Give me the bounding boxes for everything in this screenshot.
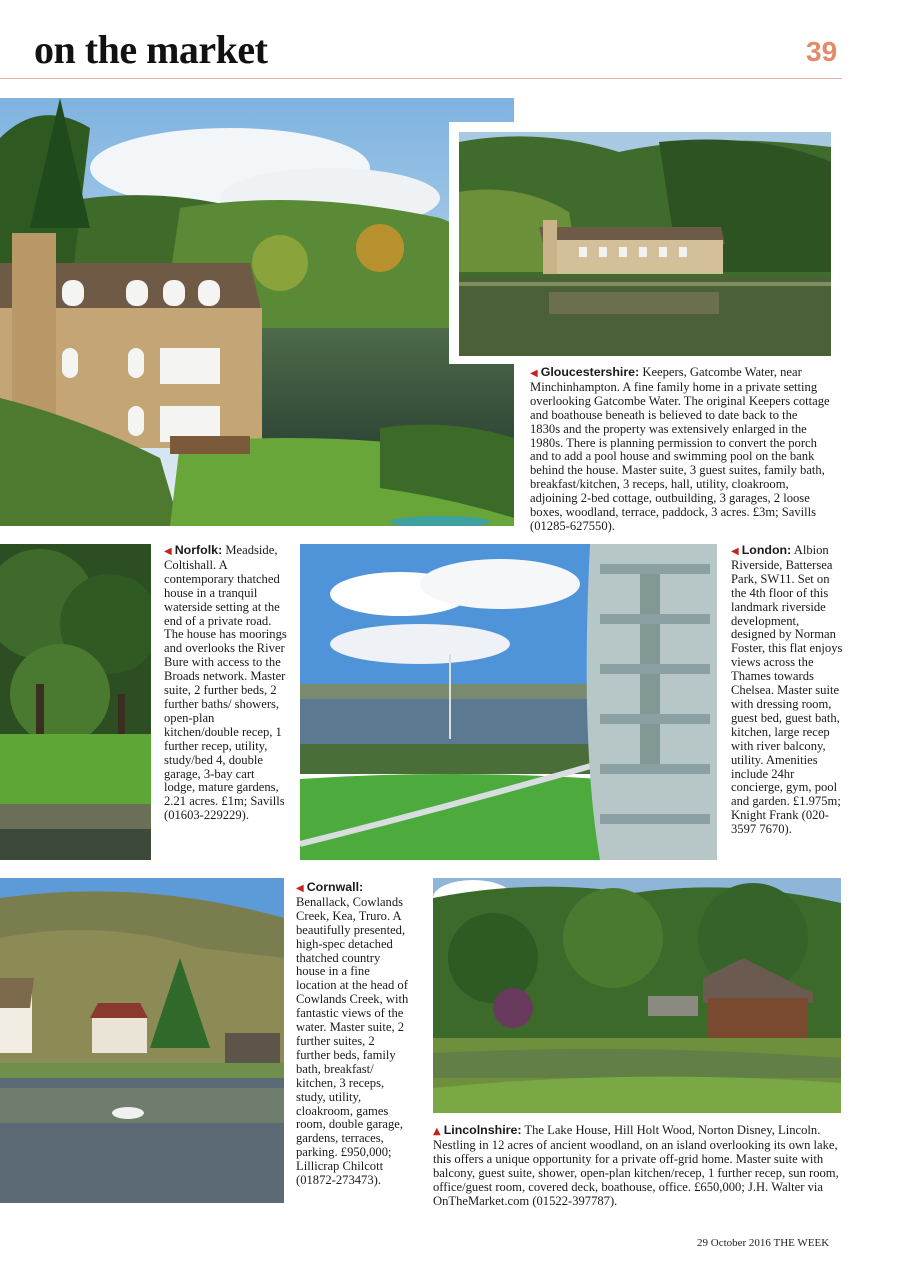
page-number: 39 (806, 36, 838, 67)
left-arrow-icon: ◀ (296, 883, 304, 894)
left-arrow-icon: ◀ (530, 368, 538, 379)
page-title: on the market (34, 27, 268, 72)
norfolk-text: Meadside, Coltishall. A contemporary thatched house in a tranquil waterside setting at the end of a private road. The house has moorings and overlooks the River Bure with access to the Broads network. Master suite, 2 further beds, 2 further baths/ showers, open-plan kitchen/double recep, 1 further recep, utility, study/bed 4, double garage, 3-bay cart lodge, mature gardens, 2.21 acres. £1m; Savills (01603-229229). (164, 543, 287, 823)
left-arrow-icon: ◀ (164, 546, 172, 557)
norfolk-region: Norfolk: (174, 543, 223, 557)
norfolk-photo (0, 544, 151, 860)
cornwall-caption (296, 881, 412, 1188)
lincolnshire-caption (433, 1124, 845, 1208)
norfolk-caption (164, 544, 287, 823)
cornwall-region: Cornwall: (306, 880, 364, 894)
lincolnshire-photo (433, 878, 841, 1113)
cornwall-text: Benallack, Cowlands Creek, Kea, Truro. A beautifully presented, high-spec detached thatched country house in a fine location at the head of Cowlands Creek, with fantastic views of the water. Master suite, 2 further suites, 2 further beds, family bath, breakfast/ kitchen, 3 receps, study, utility, cloakroom, games room, double garage, gardens, terraces, parking. £950,000; Lillicrap Chilcott (01872-273473). (296, 894, 409, 1188)
gloucestershire-main-photo (0, 98, 514, 526)
gloucestershire-caption (530, 366, 830, 534)
gloucestershire-region: Gloucestershire: (540, 365, 640, 379)
left-arrow-icon: ◀ (731, 546, 739, 557)
header-rule (0, 78, 842, 79)
footer-date: 29 October 2016 (697, 1237, 771, 1249)
london-region: London: (741, 543, 792, 557)
london-caption (731, 544, 843, 837)
gloucestershire-inset-photo (459, 132, 831, 356)
gloucestershire-text: Keepers, Gatcombe Water, near Minchinhampton. A fine family home in a private setting overlooking Gatcombe Water. The original Keepers cottage and boathouse beneath is believed to date back to the 1830s and the property was extensively enlarged in the 1980s. There is planning permission to convert the porch and to add a pool house and swimming pool on the bank behind the house. Master suite, 3 guest suites, family bath, breakfast/kitchen, 3 receps, hall, utility, cloakroom, adjoining 2-bed cottage, outbuilding, 3 garages, 2 loose boxes, woodland, terrace, paddock, 3 acres. £3m; Savills (01285-627550). (530, 365, 830, 533)
page-footer (697, 1237, 829, 1249)
cornwall-photo (0, 878, 284, 1203)
london-photo (300, 544, 717, 860)
lincolnshire-text: The Lake House, Hill Holt Wood, Norton Disney, Lincoln. Nestling in 12 acres of ancient woodland, on an island overlooking its own lake, this offers a unique opportunity for a private off-grid home. Master suite with balcony, guest suite, shower, open-plan kitchen/recep, 1 further recep, sun room, office/guest room, covered deck, boathouse, office. £650,000; J.H. Walter via OnTheMarket.com (01522-397787). (433, 1123, 839, 1208)
up-arrow-icon: ▲ (433, 1126, 441, 1137)
lincolnshire-region: Lincolnshire: (443, 1123, 522, 1137)
footer-publication: THE WEEK (773, 1237, 830, 1249)
london-text: Albion Riverside, Battersea Park, SW11. Set on the 4th floor of this landmark riverside development, designed by Norman Foster, this flat enjoys views across the Thames towards Chelsea. Master suite with dressing room, guest bed, guest bath, kitchen, large recep with river balcony, utility. Amenities include 24hr concierge, gym, pool and garden. £1.975m; Knight Frank (020-3597 7670). (731, 543, 843, 837)
